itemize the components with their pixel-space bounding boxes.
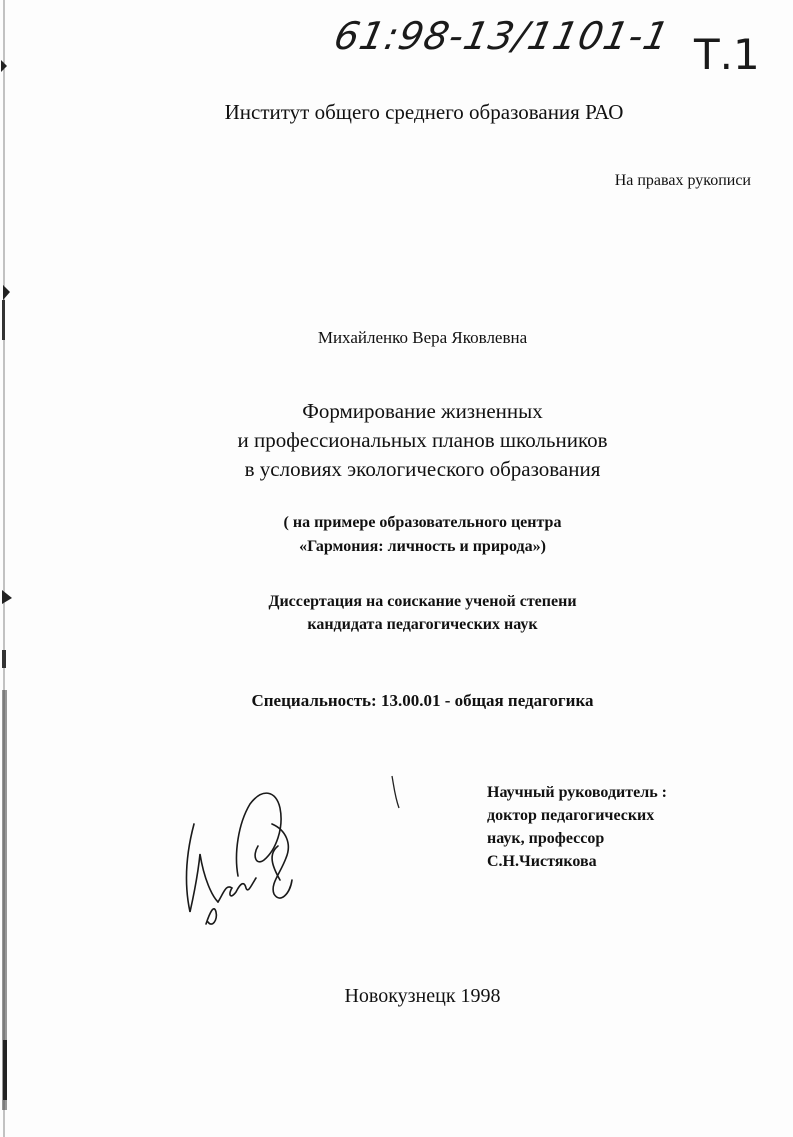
title-line: и профессиональных планов школьников [237,428,608,452]
speciality: Специальность: 13.00.01 - общая педагогика [251,691,594,710]
handwritten-catalog-code: 61:98-13/1101-1 [330,14,674,58]
rights-note: На правах рукописи [614,172,751,189]
dissertation-title [0,397,793,484]
city-and-year: Новокузнецк 1998 [344,985,501,1007]
subtitle-line: ( на примере образовательного центра [283,514,562,531]
handwritten-signature [176,784,306,944]
author-name: Михайленко Вера Яковлевна [317,328,528,347]
dissertation-subtitle [0,511,793,559]
degree-statement [0,590,793,636]
scanner-edge-marks [0,0,14,1137]
title-line: Формирование жизненных [302,399,543,423]
title-line: в условиях экологического образования [244,457,601,481]
degree-line: кандидата педагогических наук [307,616,538,633]
institute-name: Институт общего среднего образования РАО [224,100,624,124]
supervisor-line: доктор педагогических [487,807,655,824]
subtitle-line: «Гармония: личность и природа») [299,538,546,555]
handwritten-volume: Т.1 [694,30,760,79]
supervisor-line: наук, профессор [487,830,605,847]
supervisor-line: С.Н.Чистякова [487,853,597,870]
pen-tick-mark [390,775,402,809]
scientific-supervisor [487,781,667,873]
degree-line: Диссертация на соискание ученой степени [268,593,577,610]
supervisor-line: Научный руководитель : [487,784,667,801]
